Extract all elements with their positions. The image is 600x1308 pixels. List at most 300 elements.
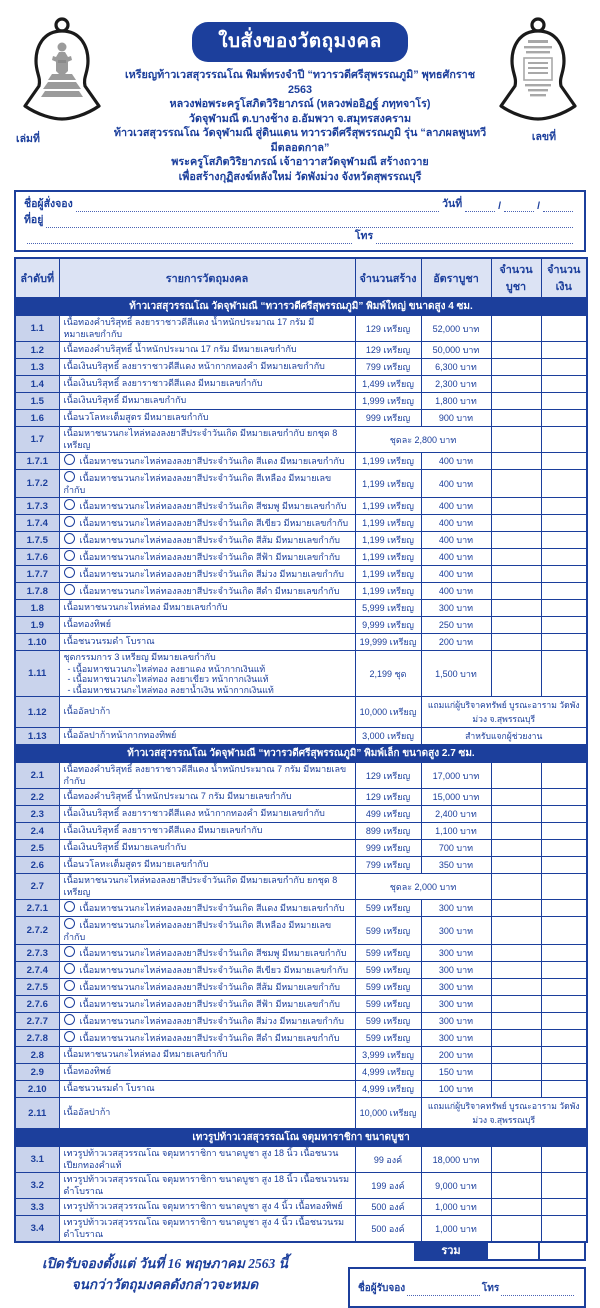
date-label: วันที่ <box>442 198 463 210</box>
table-row <box>15 427 587 453</box>
address-input-line-2[interactable] <box>27 231 352 244</box>
receiver-phone-input-line[interactable] <box>501 1283 574 1296</box>
date-slash: / <box>537 200 540 212</box>
item-description: เทวรูปท้าวเวสสุวรรณโณ จตุมหาราชิกา ขนาดบูชา สูง 4 นิ้ว เนื้อชนวนรมดำโบราณ <box>59 1216 355 1243</box>
table-row <box>15 900 587 917</box>
row-note: แถมแก่ผู้บริจาคทรัพย์ บูรณะอาราม วัดพังม่วง จ.สุพรรณบุรี <box>421 1098 587 1129</box>
section-header-row <box>15 1129 587 1147</box>
quantity-made: 1,199 เหรียญ <box>355 498 421 515</box>
quantity-made: 1,199 เหรียญ <box>355 549 421 566</box>
row-note: สำหรับแจกผู้ช่วยงาน <box>421 728 587 745</box>
table-row <box>15 917 587 945</box>
price-per-set: ชุดละ 2,800 บาท <box>355 427 491 453</box>
price: 1,800 บาท <box>421 393 491 410</box>
row-number: 1.7 <box>15 427 59 453</box>
row-number: 1.6 <box>15 410 59 427</box>
amount-cell[interactable] <box>541 789 587 806</box>
table-row <box>15 1173 587 1199</box>
receiver-name-input-line[interactable] <box>407 1283 480 1296</box>
order-quantity-cell[interactable] <box>491 359 541 376</box>
order-quantity-cell[interactable] <box>491 996 541 1013</box>
item-description: เทวรูปท้าวเวสสุวรรณโณ จตุมหาราชิกา ขนาดบูชา สูง 4 นิ้ว เนื้อทองทิพย์ <box>59 1199 355 1216</box>
quantity-made: 1,199 เหรียญ <box>355 453 421 470</box>
table-row <box>15 532 587 549</box>
table-row <box>15 651 587 697</box>
quantity-made: 99 องค์ <box>355 1147 421 1173</box>
day-color-radio[interactable] <box>64 946 75 957</box>
order-quantity-cell[interactable] <box>491 900 541 917</box>
table-row <box>15 840 587 857</box>
table-row <box>15 453 587 470</box>
order-quantity-cell[interactable] <box>491 600 541 617</box>
order-quantity-cell[interactable] <box>491 763 541 789</box>
price: 150 บาท <box>421 1064 491 1081</box>
quantity-made: 9,999 เหรียญ <box>355 617 421 634</box>
row-number: 1.7.5 <box>15 532 59 549</box>
order-quantity-cell[interactable] <box>491 823 541 840</box>
row-number: 1.4 <box>15 376 59 393</box>
amount-cell[interactable] <box>541 1173 587 1199</box>
row-number: 1.3 <box>15 359 59 376</box>
day-color-radio[interactable] <box>64 499 75 510</box>
table-row <box>15 566 587 583</box>
quantity-made: 129 เหรียญ <box>355 316 421 342</box>
item-description: เนื้อทองคำบริสุทธิ์ ลงยาราชาวดีสีแดง น้ำหนักประมาณ 17 กรัม มีหมายเลขกำกับ <box>59 316 355 342</box>
amount-cell[interactable] <box>541 532 587 549</box>
quantity-made: 10,000 เหรียญ <box>355 697 421 728</box>
quantity-made: 999 เหรียญ <box>355 410 421 427</box>
table-row <box>15 857 587 874</box>
announcement-line-1: เปิดรับจองตั้งแต่ วันที่ 16 พฤษภาคม 2563 นี้ <box>42 1256 288 1271</box>
table-row <box>15 376 587 393</box>
item-description: เนื้อมหาชนวนกะไหล่ทองลงยาสีประจำวันเกิด สีเขียว มีหมายเลขกำกับ <box>59 515 355 532</box>
day-color-radio[interactable] <box>64 963 75 974</box>
quantity-made: 1,199 เหรียญ <box>355 515 421 532</box>
section-header-row <box>15 298 587 316</box>
order-quantity-cell[interactable] <box>491 634 541 651</box>
quantity-made: 129 เหรียญ <box>355 789 421 806</box>
section-title: ท้าวเวสสุวรรณโณ วัดจุฬามณี “ทวารวดีศรีสุพรรณภูมิ” พิมพ์เล็ก ขนาดสูง 2.7 ซม. <box>15 745 587 763</box>
order-quantity-cell[interactable] <box>491 427 541 453</box>
item-description: เนื้อมหาชนวนกะไหล่ทองลงยาสีประจำวันเกิด สีเหลือง มีหมายเลขกำกับ <box>59 917 355 945</box>
total-label: รวม <box>414 1241 488 1261</box>
row-number: 1.2 <box>15 342 59 359</box>
item-description: เนื้อทองคำบริสุทธิ์ ลงยาราชาวดีสีแดง น้ำหนักประมาณ 7 กรัม มีหมายเลขกำกับ <box>59 763 355 789</box>
table-row <box>15 1047 587 1064</box>
item-description: เนื้อมหาชนวนกะไหล่ทองลงยาสีประจำวันเกิด สีชมพู มีหมายเลขกำกับ <box>59 945 355 962</box>
row-number: 2.7.6 <box>15 996 59 1013</box>
order-quantity-cell[interactable] <box>491 549 541 566</box>
day-color-radio[interactable] <box>64 533 75 544</box>
amount-cell[interactable] <box>541 962 587 979</box>
amount-cell[interactable] <box>541 1147 587 1173</box>
order-quantity-cell[interactable] <box>491 1064 541 1081</box>
day-color-radio[interactable] <box>64 1031 75 1042</box>
order-quantity-cell[interactable] <box>491 1047 541 1064</box>
item-description: เนื้อมหาชนวนกะไหล่ทอง มีหมายเลขกำกับ <box>59 1047 355 1064</box>
table-row <box>15 1199 587 1216</box>
row-number: 2.1 <box>15 763 59 789</box>
price: 400 บาท <box>421 583 491 600</box>
price: 1,100 บาท <box>421 823 491 840</box>
order-quantity-cell[interactable] <box>491 962 541 979</box>
quantity-made: 799 เหรียญ <box>355 857 421 874</box>
amount-cell[interactable] <box>541 823 587 840</box>
day-color-radio[interactable] <box>64 1014 75 1025</box>
row-number: 3.1 <box>15 1147 59 1173</box>
price: 1,000 บาท <box>421 1216 491 1243</box>
quantity-made: 5,999 เหรียญ <box>355 600 421 617</box>
item-description: เนื้อมหาชนวนกะไหล่ทองลงยาสีประจำวันเกิด สีดำ มีหมายเลขกำกับ <box>59 1030 355 1047</box>
amount-cell[interactable] <box>541 979 587 996</box>
order-quantity-cell[interactable] <box>491 1030 541 1047</box>
amount-cell[interactable] <box>541 515 587 532</box>
amount-cell[interactable] <box>541 945 587 962</box>
price: 2,400 บาท <box>421 806 491 823</box>
col-header-amount: จำนวนเงิน <box>541 258 587 298</box>
item-description: เนื้อทองคำบริสุทธิ์ น้ำหนักประมาณ 7 กรัม มีหมายเลขกำกับ <box>59 789 355 806</box>
date-year-input-line[interactable] <box>543 199 573 212</box>
item-description: เนื้อเงินบริสุทธิ์ มีหมายเลขกำกับ <box>59 840 355 857</box>
table-row <box>15 962 587 979</box>
row-number: 1.10 <box>15 634 59 651</box>
amount-cell[interactable] <box>541 617 587 634</box>
day-color-radio[interactable] <box>64 918 75 929</box>
price: 400 บาท <box>421 532 491 549</box>
section-header-row <box>15 745 587 763</box>
section-title: ท้าวเวสสุวรรณโณ วัดจุฬามณี “ทวารวดีศรีสุพรรณภูมิ” พิมพ์ใหญ่ ขนาดสูง 4 ซม. <box>15 298 587 316</box>
row-number: 1.7.2 <box>15 470 59 498</box>
order-quantity-cell[interactable] <box>491 857 541 874</box>
row-number: 1.13 <box>15 728 59 745</box>
day-color-radio[interactable] <box>64 471 75 482</box>
amount-cell[interactable] <box>541 1216 587 1243</box>
table-row <box>15 806 587 823</box>
order-quantity-cell[interactable] <box>491 470 541 498</box>
table-row <box>15 945 587 962</box>
order-quantity-cell[interactable] <box>491 532 541 549</box>
price: 300 บาท <box>421 917 491 945</box>
item-description: เนื้อนวโลหะเต็มสูตร มีหมายเลขกำกับ <box>59 857 355 874</box>
orderer-name-label: ชื่อผู้สั่งจอง <box>24 198 73 210</box>
price: 17,000 บาท <box>421 763 491 789</box>
receiver-name-label: ชื่อผู้รับจอง <box>358 1283 406 1294</box>
order-quantity-cell[interactable] <box>491 453 541 470</box>
day-color-radio[interactable] <box>64 454 75 465</box>
price: 400 บาท <box>421 470 491 498</box>
price: 52,000 บาท <box>421 316 491 342</box>
item-description: เนื้อเงินบริสุทธิ์ ลงยาราชาวดีสีแดง หน้ากากทองคำ มีหมายเลขกำกับ <box>59 806 355 823</box>
quantity-made: 500 องค์ <box>355 1216 421 1243</box>
amount-cell[interactable] <box>541 874 587 900</box>
day-color-radio[interactable] <box>64 516 75 527</box>
order-quantity-cell[interactable] <box>491 1013 541 1030</box>
table-row <box>15 600 587 617</box>
receiver-box <box>348 1267 586 1308</box>
address-input-line[interactable] <box>46 215 573 228</box>
quantity-made: 1,199 เหรียญ <box>355 532 421 549</box>
header-line-5: พระครูโสภิตวิริยาภรณ์ เจ้าอาวาสวัดจุฬามณี สร้างถวาย <box>171 156 429 168</box>
item-description: เนื้อมหาชนวนกะไหล่ทอง มีหมายเลขกำกับ <box>59 600 355 617</box>
amount-cell[interactable] <box>541 600 587 617</box>
book-no-label: เล่มที่ <box>16 133 40 145</box>
amount-cell[interactable] <box>541 806 587 823</box>
table-row <box>15 634 587 651</box>
quantity-made: 599 เหรียญ <box>355 979 421 996</box>
order-quantity-cell[interactable] <box>491 498 541 515</box>
amount-cell[interactable] <box>541 453 587 470</box>
item-description: เนื้ออัลปาก้าหน้ากากทองทิพย์ <box>59 728 355 745</box>
item-description: เนื้ออัลปาก้า <box>59 1098 355 1129</box>
order-table <box>14 257 588 1243</box>
amount-cell[interactable] <box>541 840 587 857</box>
price: 900 บาท <box>421 410 491 427</box>
row-number: 1.7.1 <box>15 453 59 470</box>
order-quantity-cell[interactable] <box>491 566 541 583</box>
table-row <box>15 393 587 410</box>
row-number: 2.6 <box>15 857 59 874</box>
set-sub-item: - เนื้อมหาชนวนกะไหล่ทอง ลงยาน้ำเงิน หน้ากากเงินแท้ <box>67 684 274 695</box>
day-color-radio[interactable] <box>64 550 75 561</box>
row-number: 1.7.3 <box>15 498 59 515</box>
footer <box>14 1243 586 1308</box>
order-quantity-cell[interactable] <box>491 316 541 342</box>
item-description: เนื้อชนวนรมดำ โบราณ <box>59 1081 355 1098</box>
amount-cell[interactable] <box>541 651 587 697</box>
header-line-3: วัดจุฬามณี ต.บางช้าง อ.อัมพวา จ.สมุทรสงคราม <box>188 112 412 125</box>
amount-cell[interactable] <box>541 342 587 359</box>
table-row <box>15 728 587 745</box>
table-row <box>15 979 587 996</box>
header-center <box>112 16 488 184</box>
price: 300 บาท <box>421 996 491 1013</box>
amount-cell[interactable] <box>541 316 587 342</box>
quantity-made: 599 เหรียญ <box>355 917 421 945</box>
quantity-made: 599 เหรียญ <box>355 945 421 962</box>
price: 300 บาท <box>421 945 491 962</box>
amount-cell[interactable] <box>541 410 587 427</box>
table-row <box>15 1064 587 1081</box>
item-description: เนื้อมหาชนวนกะไหล่ทองลงยาสีประจำวันเกิด สีฟ้า มีหมายเลขกำกับ <box>59 996 355 1013</box>
amount-cell[interactable] <box>541 917 587 945</box>
header-line-1: เหรียญท้าวเวสสุวรรณโณ พิมพ์ทรงจำปี “ทวารวดีศรีสุพรรณภูมิ” พุทธศักราช 2563 <box>124 69 476 96</box>
quantity-made: 10,000 เหรียญ <box>355 1098 421 1129</box>
item-description: เนื้อชนวนรมดำ โบราณ <box>59 634 355 651</box>
table-header-row <box>15 258 587 298</box>
quantity-made: 129 เหรียญ <box>355 342 421 359</box>
amount-cell[interactable] <box>541 763 587 789</box>
table-row <box>15 1013 587 1030</box>
amount-cell[interactable] <box>541 566 587 583</box>
row-number: 1.12 <box>15 697 59 728</box>
price: 350 บาท <box>421 857 491 874</box>
order-quantity-cell[interactable] <box>491 945 541 962</box>
price: 400 บาท <box>421 515 491 532</box>
amount-cell[interactable] <box>541 1013 587 1030</box>
day-color-radio[interactable] <box>64 567 75 578</box>
price: 200 บาท <box>421 1047 491 1064</box>
item-description: เนื้อเงินบริสุทธิ์ ลงยาราชาวดีสีแดง หน้ากากทองคำ มีหมายเลขกำกับ <box>59 359 355 376</box>
table-row <box>15 410 587 427</box>
order-quantity-cell[interactable] <box>491 789 541 806</box>
price: 300 บาท <box>421 900 491 917</box>
price: 400 บาท <box>421 453 491 470</box>
table-row <box>15 515 587 532</box>
order-quantity-cell[interactable] <box>491 1081 541 1098</box>
table-row <box>15 1081 587 1098</box>
row-number: 2.7.8 <box>15 1030 59 1047</box>
row-number: 1.7.8 <box>15 583 59 600</box>
table-row <box>15 583 587 600</box>
item-description: เนื้อมหาชนวนกะไหล่ทองลงยาสีประจำวันเกิด สีแดง มีหมายเลขกำกับ <box>59 900 355 917</box>
row-number: 2.7.4 <box>15 962 59 979</box>
amount-cell[interactable] <box>541 470 587 498</box>
col-header-no: ลำดับที่ <box>15 258 59 298</box>
quantity-made: 19,999 เหรียญ <box>355 634 421 651</box>
quantity-made: 799 เหรียญ <box>355 359 421 376</box>
date-month-input-line[interactable] <box>504 199 534 212</box>
amount-cell[interactable] <box>541 996 587 1013</box>
row-number: 2.9 <box>15 1064 59 1081</box>
item-description: เทวรูปท้าวเวสสุวรรณโณ จตุมหาราชิกา ขนาดบูชา สูง 18 นิ้ว เนื้อชนวนรมดำโบราณ <box>59 1173 355 1199</box>
quantity-made: 1,199 เหรียญ <box>355 470 421 498</box>
header-line-6: เพื่อสร้างกุฏิสงฆ์หลังใหม่ วัดพังม่วง จังหวัดสุพรรณบุรี <box>178 170 422 183</box>
orderer-name-input-line[interactable] <box>76 199 439 212</box>
set-sub-item: - เนื้อมหาชนวนกะไหล่ทอง ลงยาแดง หน้ากากเงินแท้ <box>67 663 266 674</box>
row-note: แถมแก่ผู้บริจาคทรัพย์ บูรณะอาราม วัดพังม่วง จ.สุพรรณบุรี <box>421 697 587 728</box>
order-quantity-cell[interactable] <box>491 651 541 697</box>
order-quantity-cell[interactable] <box>491 393 541 410</box>
announcement-line-2: จนกว่าวัตถุมงคลดังกล่าวจะหมด <box>71 1277 259 1292</box>
table-row <box>15 1030 587 1047</box>
receiver-phone-label: โทร <box>481 1283 500 1294</box>
amount-cell[interactable] <box>541 393 587 410</box>
set-sub-item: - เนื้อมหาชนวนกะไหล่ทอง ลงยาเขียว หน้ากากเงินแท้ <box>67 674 269 684</box>
total-amount-cell[interactable] <box>540 1241 586 1261</box>
table-row <box>15 470 587 498</box>
amount-cell[interactable] <box>541 857 587 874</box>
row-number: 3.3 <box>15 1199 59 1216</box>
amount-cell[interactable] <box>541 549 587 566</box>
order-quantity-cell[interactable] <box>491 806 541 823</box>
order-quantity-cell[interactable] <box>491 1173 541 1199</box>
price: 400 บาท <box>421 549 491 566</box>
order-quantity-cell[interactable] <box>491 1216 541 1243</box>
row-number: 1.7.4 <box>15 515 59 532</box>
quantity-made: 3,000 เหรียญ <box>355 728 421 745</box>
quantity-made: 1,199 เหรียญ <box>355 583 421 600</box>
table-row <box>15 1147 587 1173</box>
order-quantity-cell[interactable] <box>491 376 541 393</box>
total-row <box>414 1241 586 1261</box>
amulet-front-image <box>12 16 112 133</box>
row-number: 2.7 <box>15 874 59 900</box>
order-quantity-cell[interactable] <box>491 979 541 996</box>
price: 200 บาท <box>421 634 491 651</box>
item-description: เนื้อเงินบริสุทธิ์ มีหมายเลขกำกับ <box>59 393 355 410</box>
row-number: 2.7.7 <box>15 1013 59 1030</box>
order-quantity-cell[interactable] <box>491 840 541 857</box>
quantity-made: 599 เหรียญ <box>355 1030 421 1047</box>
row-number: 2.11 <box>15 1098 59 1129</box>
table-row <box>15 874 587 900</box>
amount-cell[interactable] <box>541 498 587 515</box>
price: 300 บาท <box>421 1030 491 1047</box>
item-description: เนื้อเงินบริสุทธิ์ ลงยาราชาวดีสีแดง มีหมายเลขกำกับ <box>59 376 355 393</box>
order-quantity-cell[interactable] <box>491 583 541 600</box>
phone-label: โทร <box>354 230 374 242</box>
table-row <box>15 823 587 840</box>
amount-cell[interactable] <box>541 359 587 376</box>
amount-cell[interactable] <box>541 376 587 393</box>
quantity-made: 3,999 เหรียญ <box>355 1047 421 1064</box>
item-description: เทวรูปท้าวเวสสุวรรณโณ จตุมหาราชิกา ขนาดบูชา สูง 18 นิ้ว เนื้อชนวนเปียกทองคำแท้ <box>59 1147 355 1173</box>
row-number: 1.1 <box>15 316 59 342</box>
item-description: เนื้อมหาชนวนกะไหล่ทองลงยาสีประจำวันเกิด สีดำ มีหมายเลขกำกับ <box>59 583 355 600</box>
order-quantity-cell[interactable] <box>491 1199 541 1216</box>
price: 100 บาท <box>421 1081 491 1098</box>
date-day-input-line[interactable] <box>465 199 495 212</box>
order-quantity-cell[interactable] <box>491 342 541 359</box>
order-quantity-cell[interactable] <box>491 515 541 532</box>
price: 15,000 บาท <box>421 789 491 806</box>
quantity-made: 499 เหรียญ <box>355 806 421 823</box>
row-number: 2.7.2 <box>15 917 59 945</box>
amount-cell[interactable] <box>541 1030 587 1047</box>
row-number: 2.10 <box>15 1081 59 1098</box>
item-description: เนื้อมหาชนวนกะไหล่ทองลงยาสีประจำวันเกิด สีฟ้า มีหมายเลขกำกับ <box>59 549 355 566</box>
amount-cell[interactable] <box>541 583 587 600</box>
announcement <box>42 1253 288 1295</box>
order-quantity-cell[interactable] <box>491 874 541 900</box>
amount-cell[interactable] <box>541 1064 587 1081</box>
amount-cell[interactable] <box>541 1081 587 1098</box>
order-quantity-cell[interactable] <box>491 1147 541 1173</box>
row-number: 2.2 <box>15 789 59 806</box>
price: 300 บาท <box>421 600 491 617</box>
row-number: 2.8 <box>15 1047 59 1064</box>
amount-cell[interactable] <box>541 1199 587 1216</box>
amount-cell[interactable] <box>541 634 587 651</box>
day-color-radio[interactable] <box>64 997 75 1008</box>
row-number: 2.3 <box>15 806 59 823</box>
table-row <box>15 1098 587 1129</box>
phone-input-line[interactable] <box>376 231 573 244</box>
day-color-radio[interactable] <box>64 980 75 991</box>
orderer-info-box <box>14 190 586 252</box>
price: 700 บาท <box>421 840 491 857</box>
day-color-radio[interactable] <box>64 901 75 912</box>
order-quantity-cell[interactable] <box>491 617 541 634</box>
row-number: 1.8 <box>15 600 59 617</box>
quantity-made: 899 เหรียญ <box>355 823 421 840</box>
table-row <box>15 549 587 566</box>
item-description: เนื้อมหาชนวนกะไหล่ทองลงยาสีประจำวันเกิด มีหมายเลขกำกับ ยกชุด 8 เหรียญ <box>59 874 355 900</box>
quantity-made: 4,999 เหรียญ <box>355 1081 421 1098</box>
item-description: เนื้อมหาชนวนกะไหล่ทองลงยาสีประจำวันเกิด สีม่วง มีหมายเลขกำกับ <box>59 1013 355 1030</box>
price: 6,300 บาท <box>421 359 491 376</box>
item-description: เนื้อมหาชนวนกะไหล่ทองลงยาสีประจำวันเกิด สีส้ม มีหมายเลขกำกับ <box>59 979 355 996</box>
amount-cell[interactable] <box>541 427 587 453</box>
total-quantity-cell[interactable] <box>488 1241 540 1261</box>
header <box>0 0 600 184</box>
order-quantity-cell[interactable] <box>491 410 541 427</box>
amount-cell[interactable] <box>541 900 587 917</box>
order-quantity-cell[interactable] <box>491 917 541 945</box>
day-color-radio[interactable] <box>64 584 75 595</box>
table-row <box>15 359 587 376</box>
amount-cell[interactable] <box>541 1047 587 1064</box>
